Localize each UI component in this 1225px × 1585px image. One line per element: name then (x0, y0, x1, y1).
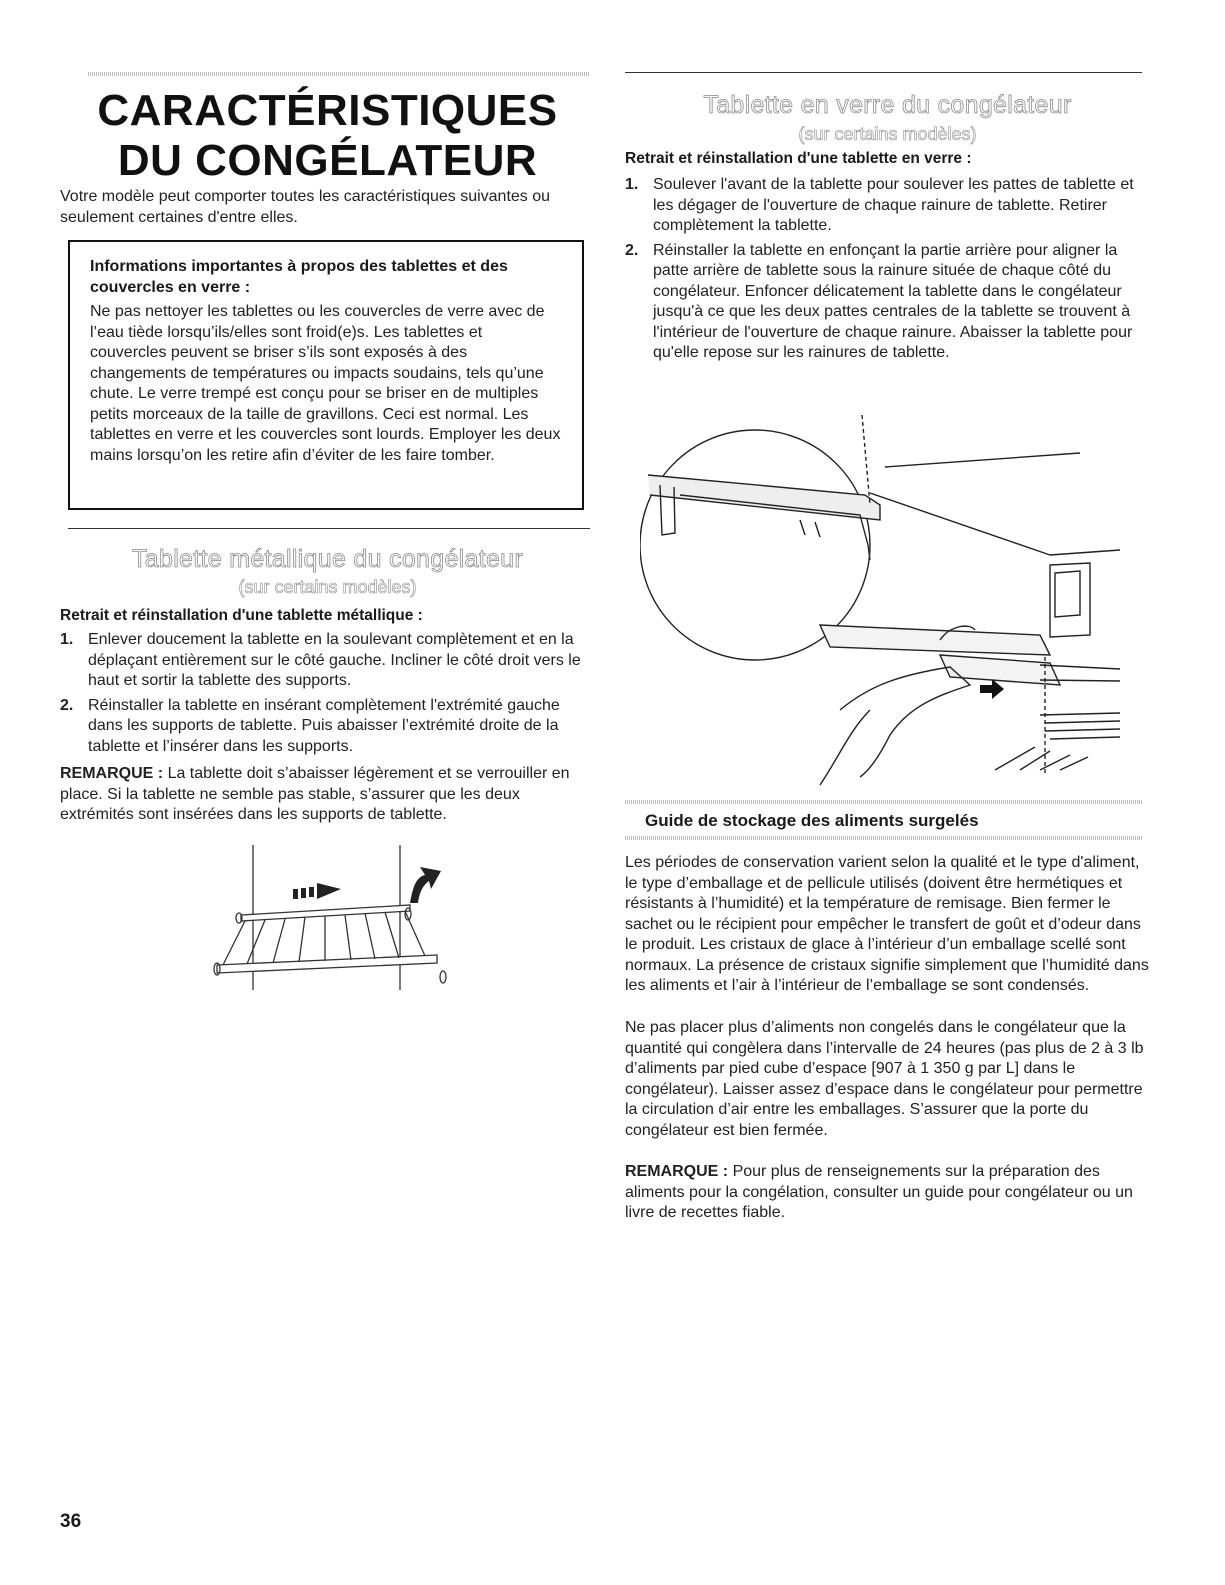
glass-procedure-title: Retrait et réinstallation d'une tablette en verre : (625, 150, 972, 167)
list-item (625, 241, 1150, 364)
intro-text: Votre modèle peut comporter toutes les caractéristiques suivantes ou seulement certaines d'entre elles. (60, 188, 551, 226)
note-text: Pour plus de renseignements sur la préparation des aliments pour la congélation, consulter un guide pour congélateur ou un livre de recettes fiable. (625, 1163, 1133, 1221)
step-text: Réinstaller la tablette en insérant complètement l'extrémité gauche dans les supports de tablette. Puis abaisser l’extrémité droite de la tablette et l’insérer dans les supports. (88, 696, 560, 755)
step-text: Soulever l'avant de la tablette pour soulever les pattes de tablette et les dégager de l'ouverture de chaque rainure de tablette. Retirer complètement la tablette. (653, 176, 1134, 234)
step-text: Enlever doucement la tablette en la soulevant complètement et en la déplaçant entièrement sur le côté gauche. Incliner le côté droit vers le haut et sortir la tablette des supports. (88, 631, 581, 689)
step-number: 2. (625, 241, 639, 259)
info-box-title: Informations importantes à propos des tablettes et des couvercles en verre : (90, 258, 508, 296)
glass-steps-list (625, 175, 1150, 368)
page-title (60, 86, 595, 186)
metal-procedure-title: Retrait et réinstallation d'une tablette métallique : (60, 607, 423, 624)
glass-shelf-subheading: (sur certains modèles) (798, 124, 977, 144)
curved-arrow-icon (410, 867, 441, 903)
guide-rule-top (625, 800, 1142, 804)
glass-info-box (68, 240, 584, 510)
page-title-line2: DU CONGÉLATEUR (117, 136, 538, 185)
metal-steps-list (60, 630, 590, 761)
right-arrow-icon (980, 679, 1004, 699)
guide-rule-bottom (625, 836, 1142, 840)
step-number: 1. (625, 176, 639, 193)
list-item (60, 696, 590, 758)
page-number: 36 (60, 1511, 82, 1532)
step-number: 2. (60, 696, 74, 714)
note-text: La tablette doit s’abaisser légèrement et se verrouiller en place. Si la tablette ne semble pas stable, s’assurer que les deux extrémités sont insérées dans les supports de tablette. (60, 765, 570, 823)
storage-guide-p2: Ne pas placer plus d’aliments non congelés dans le congélateur que la quantité qui congèlera dans l’intervalle de 24 heures (pas plus de 2 à 3 lb d’aliments par pied cube d’espace [907 à 1 350 g par L] dans le congélateur). Laisser assez d’espace dans le congélateur pour permettre la circulation d’air entre les emballages. S’assurer que la porte du congélateur est bien fermée. (625, 1019, 1144, 1139)
storage-guide-heading: Guide de stockage des aliments surgelés (645, 811, 979, 830)
glass-shelf-illustration (640, 385, 1140, 790)
metal-section-rule (68, 528, 590, 529)
storage-guide-note (625, 1162, 1150, 1224)
storage-guide-p1: Les périodes de conservation varient selon la qualité et le type d'aliment, le type d’emballage et de pellicule utilisés (doivent être hermétiques et résistants à l’humidité) et la température de remisage. Bien fermer le sachet ou le récipient pour empêcher le transfert de goût et d’odeur dans le produit. Les cristaux de glace à l’intérieur d’un emballage scellé sont normaux. La présence de cristaux signifie simplement que l’humidité dans les aliments et l’air à l’intérieur de l’emballage se sont condensés. (625, 854, 1149, 994)
metal-shelf-illustration (205, 845, 465, 995)
metal-note (60, 764, 590, 826)
step-number: 1. (60, 631, 74, 648)
right-arrow-icon (293, 883, 341, 899)
note-label: REMARQUE : (625, 1163, 729, 1180)
page-title-line1: CARACTÉRISTIQUES (97, 86, 558, 135)
top-rule-left (88, 72, 590, 76)
glass-shelf-heading: Tablette en verre du congélateur (703, 91, 1072, 119)
note-label: REMARQUE : (60, 765, 164, 782)
info-box-text: Ne pas nettoyer les tablettes ou les couvercles de verre avec de l’eau tiède lorsqu’ils/elles sont froid(e)s. Les tablettes et couvercles peuvent se briser s’ils sont exposés à des changements de températures ou impacts soudains, tels qu’une chute. Le verre trempé est conçu pour se briser en de multiples petits morceaux de la taille de gravillons. Ceci est normal. Les tablettes en verre et les couvercles sont lourds. Employer les deux mains lorsqu’on les retire afin d’éviter de les faire tomber. (90, 303, 561, 464)
step-text: Réinstaller la tablette en enfonçant la partie arrière pour aligner la patte arrière de tablette sous la rainure située de chaque côté du congélateur. Enfoncer délicatement la tablette dans le congélateur jusqu'à ce que les deux pattes centrales de la tablette se trouvent à l'intérieur de l'ouverture de chaque rainure. Abaisser la tablette pour qu'elle repose sur les rainures de tablette. (653, 241, 1133, 361)
metal-shelf-subheading: (sur certains modèles) (238, 577, 417, 597)
metal-shelf-heading: Tablette métallique du congélateur (131, 545, 523, 573)
list-item (625, 175, 1150, 237)
top-rule-right (625, 72, 1142, 73)
list-item (60, 630, 590, 692)
